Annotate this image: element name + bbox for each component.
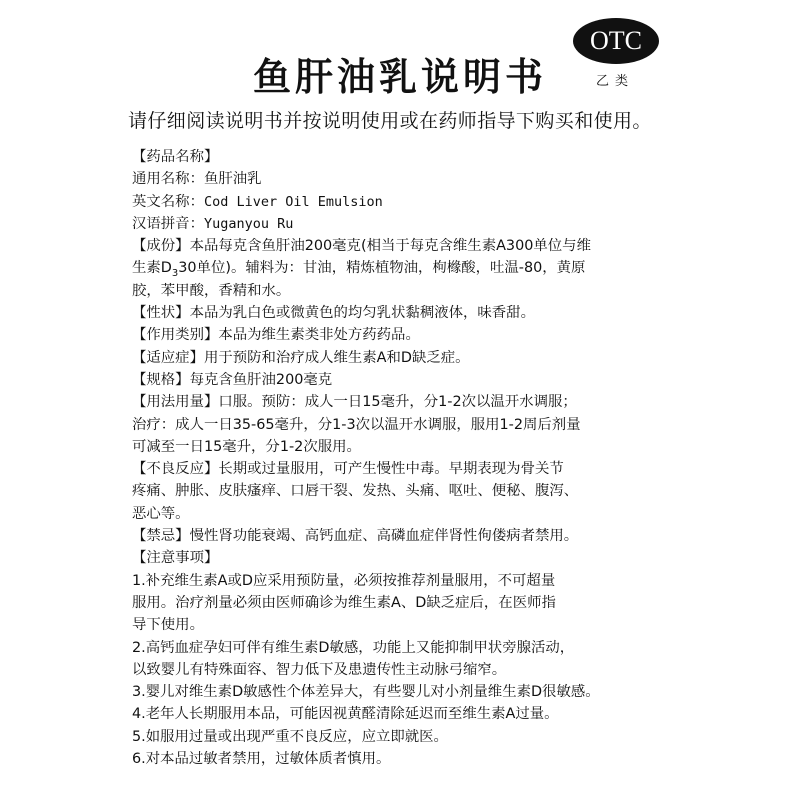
dosage-line-1 <box>132 391 652 413</box>
ingredients-text-1: 本品每克含鱼肝油200毫克(相当于每克含维生素A300单位与维 <box>189 238 591 255</box>
document-title: 鱼肝油乳说明书 <box>252 55 547 99</box>
precaution-line: 以致婴儿有特殊面容、智力低下及患遗传性主动脉弓缩窄。 <box>132 661 507 678</box>
generic-name-label: 通用名称： <box>132 171 204 188</box>
category-row <box>132 324 652 346</box>
precaution-line: 6.对本品过敏者禁用，过敏体质者慎用。 <box>132 751 391 768</box>
ingredients-line-1 <box>132 235 652 257</box>
specification-row <box>132 369 652 391</box>
precaution-line: 5.如服用过量或出现严重不良反应，应立即就医。 <box>132 728 448 745</box>
adverse-line-2: 疼痛、肿胀、皮肤瘙痒、口唇干裂、发热、头痛、呕吐、便秘、腹泻、 <box>132 483 579 500</box>
precaution-line: 1.补充维生素A或D应采用预防量，必须按推荐剂量服用，不可超量 <box>132 572 556 589</box>
section-heading-ingredients: 【成份】 <box>132 238 190 255</box>
section-heading-category: 【作用类别】 <box>132 327 219 344</box>
precaution-line: 2.高钙血症孕妇可伴有维生素D敏感，功能上又能抑制甲状旁腺活动， <box>132 639 575 656</box>
ingredients-line-3: 胶，苯甲酸，香精和水。 <box>132 282 291 299</box>
precaution-line: 4.老年人长期服用本品，可能因视黄醛清除延迟而至维生素A过量。 <box>132 706 559 723</box>
adverse-line-3: 恶心等。 <box>132 505 190 522</box>
ingredients-text-2a: 生素D <box>132 260 172 277</box>
document-subtitle: 请仔细阅读说明书并按说明使用或在药师指导下购买和使用。 <box>128 110 652 132</box>
ingredients-subscript: 3 <box>171 268 179 280</box>
section-heading-adverse: 【不良反应】 <box>132 461 219 478</box>
otc-class-label: 乙类 <box>596 74 635 89</box>
section-heading-properties: 【性状】 <box>132 305 190 322</box>
adverse-line-1 <box>132 458 652 480</box>
generic-name-row <box>132 168 652 190</box>
generic-name-value: 鱼肝油乳 <box>203 171 262 188</box>
section-heading-indications: 【适应症】 <box>132 349 204 366</box>
section-heading-drug-name: 【药品名称】 <box>132 149 219 165</box>
contraindications-row <box>132 525 652 547</box>
ingredients-line-2 <box>132 257 652 279</box>
pinyin-row <box>132 213 652 235</box>
indications-text: 用于预防和治疗成人维生素A和D缺乏症。 <box>203 349 470 366</box>
english-name-label: 英文名称： <box>132 193 204 210</box>
dosage-line-3: 可减至一日15毫升，分1-2次服用。 <box>132 438 361 455</box>
category-text: 本品为维生素类非处方药药品。 <box>218 327 420 344</box>
adverse-text-1: 长期或过量服用，可产生慢性中毒。早期表现为骨关节 <box>218 461 564 478</box>
properties-text: 本品为乳白色或微黄色的均匀乳状黏稠液体，味香甜。 <box>189 305 535 322</box>
properties-row <box>132 302 652 324</box>
indications-row <box>132 347 652 369</box>
dosage-line-2: 治疗：成人一日35-65毫升，分1-3次以温开水调服，服用1-2周后剂量 <box>132 416 581 433</box>
leaflet-body <box>132 146 652 770</box>
dosage-text-1: 口服。预防：成人一日15毫升，分1-2次以温开水调服； <box>218 394 577 411</box>
english-name-value: Cod Liver Oil Emulsion <box>203 193 383 210</box>
otc-label: OTC <box>590 26 642 55</box>
pinyin-label: 汉语拼音： <box>132 215 204 232</box>
section-heading-precautions: 【注意事项】 <box>132 550 219 567</box>
specification-text: 每克含鱼肝油200毫克 <box>189 371 333 388</box>
section-heading-specification: 【规格】 <box>132 371 190 388</box>
precaution-line: 导下使用。 <box>132 617 204 634</box>
precaution-line: 3.婴儿对维生素D敏感性个体差异大，有些婴儿对小剂量维生素D很敏感。 <box>132 684 600 701</box>
pinyin-value: Yuganyou Ru <box>203 215 294 232</box>
section-heading-contraindications: 【禁忌】 <box>132 528 190 545</box>
ingredients-text-2b: 30单位)。辅料为：甘油，精炼植物油，枸橼酸，吐温-80，黄原 <box>178 260 586 277</box>
section-heading-dosage: 【用法用量】 <box>132 394 219 411</box>
contraindications-text: 慢性肾功能衰竭、高钙血症、高磷血症伴肾性佝偻病者禁用。 <box>189 528 579 545</box>
precaution-line: 服用。治疗剂量必须由医师确诊为维生素A、D缺乏症后，在医师指 <box>132 594 556 611</box>
english-name-row <box>132 191 652 213</box>
